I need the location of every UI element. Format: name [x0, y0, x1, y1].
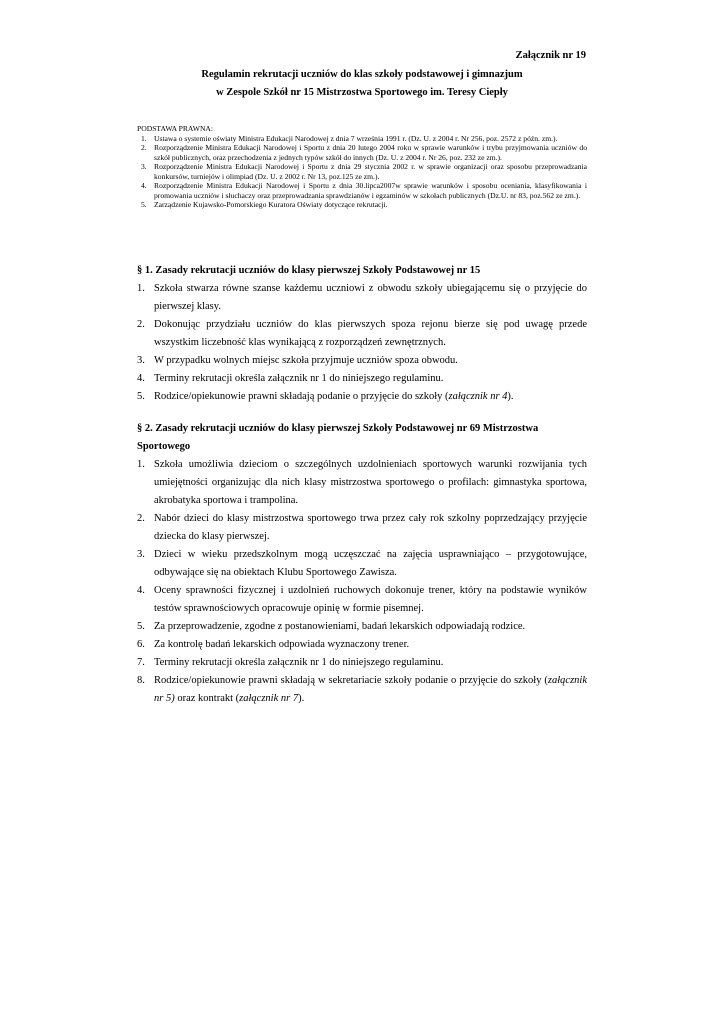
list-item	[137, 672, 587, 708]
item-text: Szkoła umożliwia dzieciom o szczególnych uzdolnieniach sportowych warunki rozwijania tych umiejętności organizując dla nich klasy mistrzostwa sportowego o profilach: gimnastyka sportowa, akrobatyka sportowa i trampolina.	[154, 459, 587, 506]
item-text: Zarządzenie Kujawsko-Pomorskiego Kuratora Oświaty dotyczące rekrutacji.	[154, 200, 388, 209]
item-number: 5.	[137, 391, 145, 402]
legal-basis-item	[137, 134, 587, 144]
section-1-list	[137, 280, 587, 406]
item-text-after: ).	[507, 391, 514, 402]
legal-basis-item	[137, 162, 587, 181]
item-text: Za przeprowadzenie, zgodne z postanowieniami, badań lekarskich odpowiadają rodzice.	[154, 621, 526, 632]
item-text: Nabór dzieci do klasy mistrzostwa sportowego trwa przez cały rok szkolny poprzedzający przyjęcie dziecka do klasy pierwszej.	[154, 513, 587, 542]
item-number: 1.	[137, 283, 145, 294]
item-text: Rozporządzenie Ministra Edukacji Narodowej i Sportu z dnia 20 lutego 2004 roku w sprawie warunków i trybu przyjmowania uczniów do szkół publicznych, oraz przechodzenia z jednych typów szkół do innych (Dz. U. z 2004 r. Nr 26, poz. 232 ze zm.).	[154, 143, 587, 162]
legal-basis-item	[137, 143, 587, 162]
item-text: Oceny sprawności fizycznej i uzdolnień ruchowych dokonuje trener, który na podstawie wyników testów sprawnościowych opracowuje opinię w formie pisemnej.	[154, 585, 587, 614]
section-1-heading: § 1. Zasady rekrutacji uczniów do klasy pierwszej Szkoły Podstawowej nr 15	[137, 265, 481, 276]
item-text: Rodzice/opiekunowie prawni składają podanie o przyjęcie do szkoły (	[154, 391, 449, 402]
item-number: 5.	[137, 621, 145, 632]
legal-basis-item	[137, 200, 587, 210]
item-number: 4.	[137, 585, 145, 596]
item-text-mid: oraz kontrakt (	[174, 693, 240, 704]
item-text: Terminy rekrutacji określa załącznik nr 1 do niniejszego regulaminu.	[154, 373, 444, 384]
item-number: 5.	[141, 200, 147, 209]
document-title-line1: Regulamin rekrutacji uczniów do klas szkoły podstawowej i gimnazjum	[201, 69, 523, 80]
list-item	[137, 510, 587, 546]
item-number: 2.	[137, 513, 145, 524]
legal-basis	[137, 124, 587, 210]
item-number: 6.	[137, 639, 145, 650]
list-item	[137, 654, 587, 672]
item-text: Ustawa o systemie oświaty Ministra Edukacji Narodowej z dnia 7 września 1991 r. (Dz. U. z 2004 r. Nr 256, poz. 2572 z późn. zm.).	[154, 133, 558, 143]
item-text: Dokonując przydziału uczniów do klas pierwszych spoza rejonu bierze się pod uwagę przede wszystkim liczebność klas wynikającą z rozporządzeń zewnętrznych.	[154, 319, 587, 348]
list-item	[137, 636, 587, 654]
list-item	[137, 280, 587, 316]
document-title-line2: w Zespole Szkół nr 15 Mistrzostwa Sportowego im. Teresy Ciepły	[216, 87, 508, 98]
legal-basis-item	[137, 181, 587, 200]
item-italic-ref-2: załącznik nr 7	[239, 693, 299, 704]
section-2	[137, 420, 587, 708]
section-2-heading: § 2. Zasady rekrutacji uczniów do klasy pierwszej Szkoły Podstawowej nr 69 Mistrzostwa Sportowego	[137, 423, 539, 452]
item-text: Rozporządzenie Ministra Edukacji Narodowej i Sportu z dnia 29 stycznia 2002 r. w sprawie organizacji oraz sposobu przeprowadzania konkursów, turniejów i olimpiad (Dz. U. z 2002 r. Nr 13, poz.125 ze zm.).	[154, 162, 587, 181]
item-number: 3.	[137, 355, 145, 366]
item-text: Terminy rekrutacji określa załącznik nr 1 do niniejszego regulaminu.	[154, 657, 444, 668]
list-item	[137, 582, 587, 618]
list-item	[137, 618, 587, 636]
item-number: 1.	[137, 459, 145, 470]
legal-basis-list	[137, 134, 587, 210]
item-number: 1.	[141, 133, 147, 143]
item-number: 2.	[141, 143, 147, 152]
item-number: 7.	[137, 657, 145, 668]
item-text: Rozporządzenie Ministra Edukacji Narodowej i Sportu z dnia 30.lipca2007w sprawie warunków i sposobu oceniania, klasyfikowania i promowania uczniów i słuchaczy oraz przeprowadzania sprawdzianów i egzaminów w szkołach publicznych (Dz.U. nr 83, poz.562 ze zm.).	[154, 181, 587, 200]
item-number: 2.	[137, 319, 145, 330]
item-text: W przypadku wolnych miejsc szkoła przyjmuje uczniów spoza obwodu.	[154, 355, 458, 366]
item-number: 8.	[137, 675, 145, 686]
legal-basis-header: PODSTAWA PRAWNA:	[137, 124, 214, 133]
list-item	[137, 352, 587, 370]
item-number: 4.	[137, 373, 145, 384]
item-text: Za kontrolę badań lekarskich odpowiada wyznaczony trener.	[154, 639, 410, 650]
item-number: 4.	[141, 181, 147, 190]
item-italic-ref: załącznik nr 4	[448, 391, 508, 402]
item-text: Dzieci w wieku przedszkolnym mogą uczęszczać na zajęcia usprawniająco – przygotowujące, odbywające się na obiektach Klubu Sportowego Zawisza.	[154, 549, 587, 578]
item-number: 3.	[137, 549, 145, 560]
item-text-after: ).	[298, 693, 305, 704]
section-2-list	[137, 456, 587, 708]
list-item	[137, 388, 587, 406]
item-text: Rodzice/opiekunowie prawni składają w sekretariacie szkoły podanie o przyjęcie do szkoły (	[154, 675, 548, 686]
section-1	[137, 262, 587, 406]
list-item	[137, 370, 587, 388]
list-item	[137, 546, 587, 582]
list-item	[137, 456, 587, 510]
attachment-label: Załącznik nr 19	[515, 50, 586, 61]
list-item	[137, 316, 587, 352]
item-number: 3.	[141, 162, 147, 171]
item-italic-ref: załącznik nr 5)	[154, 675, 587, 704]
item-text: Szkoła stwarza równe szanse każdemu uczniowi z obwodu szkoły ubiegającemu się o przyjęcie do pierwszej klasy.	[154, 283, 587, 312]
